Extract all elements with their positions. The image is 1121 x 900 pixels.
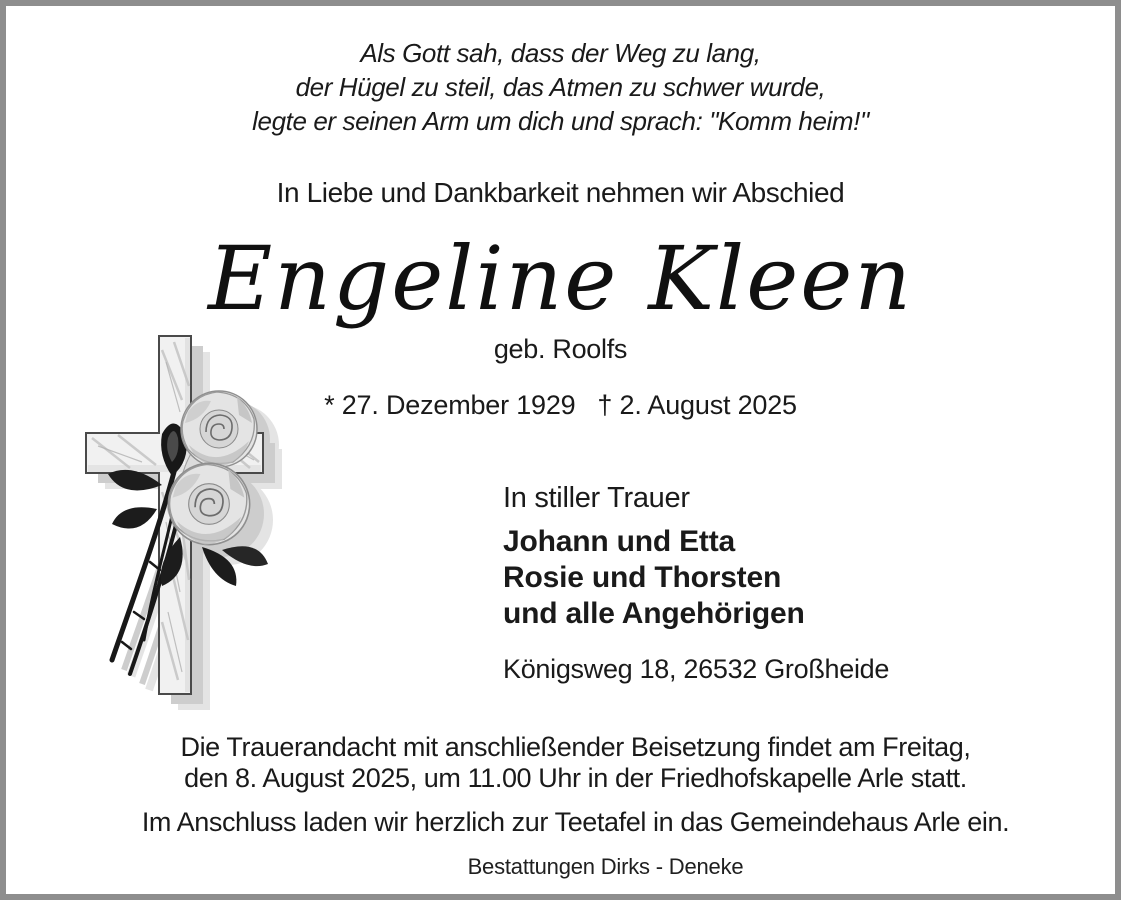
birth-name: geb. Roolfs [493,334,628,364]
birth-death-dates: * 27. Dezember 1929 † 2. August 2025 [324,390,797,420]
deceased-name: Engeline Kleen [207,227,914,330]
verse-line-3: legte er seinen Arm um dich und sprach: "Komm heim!" [252,106,869,136]
cross-with-roses-image [62,322,320,720]
verse-line-2: der Hügel zu steil, das Atmen zu schwer wurde, [295,72,826,102]
service-line-1: Die Trauerandacht mit anschließender Beisetzung findet am Freitag, [180,732,971,762]
rose-upper [181,391,257,467]
mourners-block [503,482,889,684]
memorial-verse [6,36,1115,138]
service-line-2: den 8. August 2025, um 11.00 Uhr in der Friedhofskapelle Arle statt. [184,763,967,793]
tea-invitation: Im Anschluss laden wir herzlich zur Teetafel in das Gemeindehaus Arle ein. [141,807,1010,837]
mourners-heading: In stiller Trauer [503,482,690,514]
verse-line-1: Als Gott sah, dass der Weg zu lang, [360,38,761,68]
rose-lower [168,463,249,544]
mourner-names [503,524,889,632]
mourner-name-3: und alle Angehörigen [503,597,805,630]
service-announcement [6,732,1115,794]
farewell-intro: In Liebe und Dankbarkeit nehmen wir Abschied [276,177,845,208]
mourners-address: Königsweg 18, 26532 Großheide [503,654,890,684]
mourner-name-1: Johann und Etta [503,525,735,558]
funeral-home-credit: Bestattungen Dirks - Deneke [467,854,744,879]
mourner-name-2: Rosie und Thorsten [503,561,782,594]
